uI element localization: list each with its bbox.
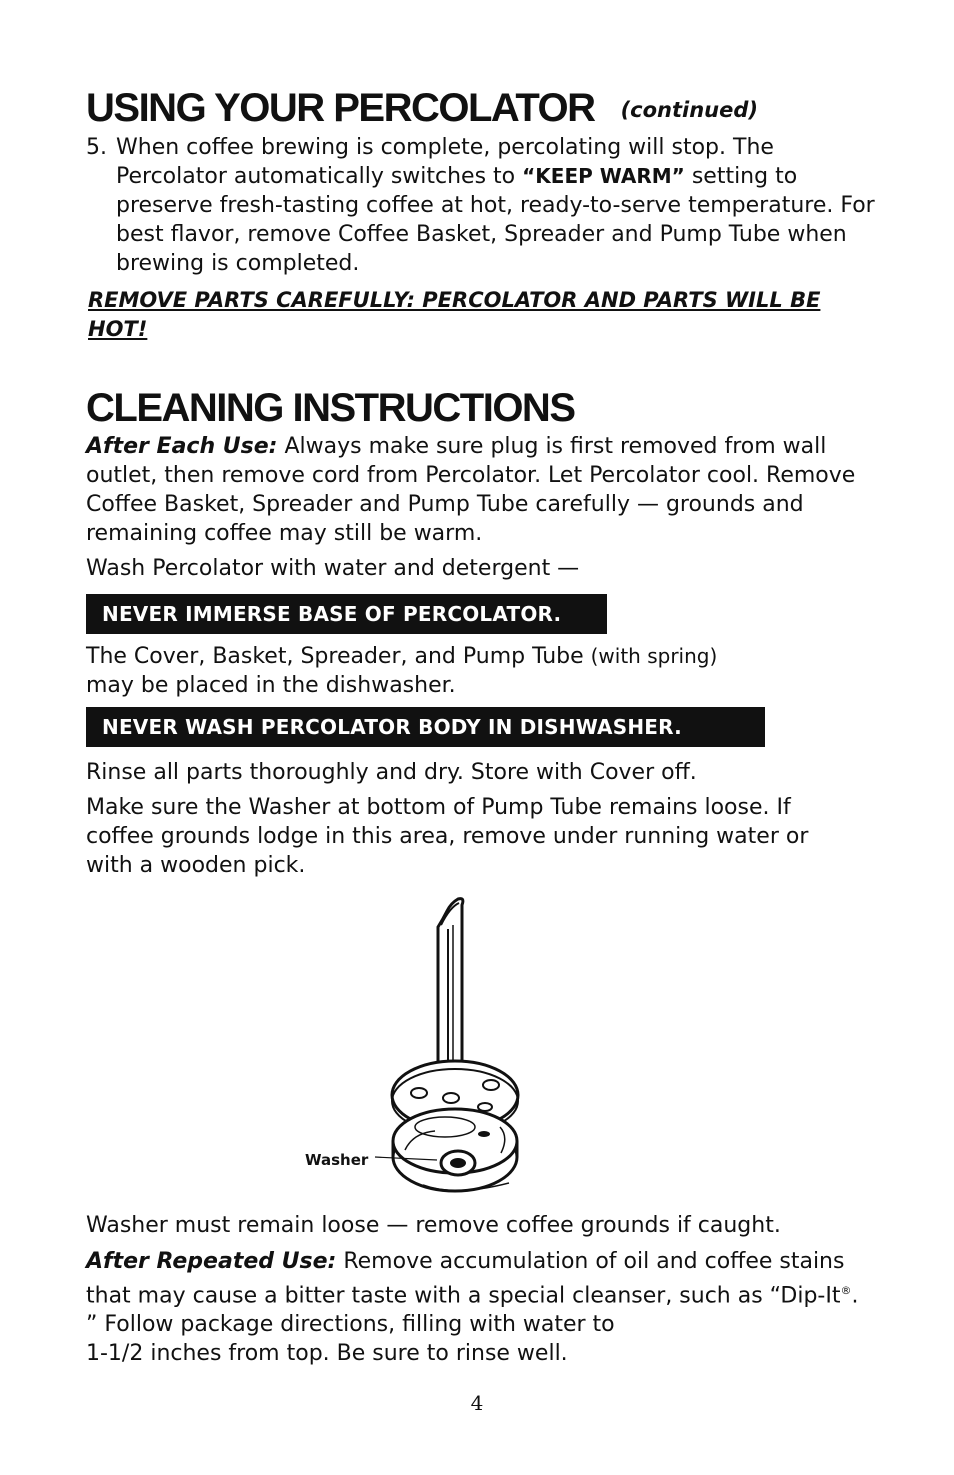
- continued-label: (continued): [620, 98, 758, 122]
- keep-warm-keyword: “KEEP WARM”: [522, 164, 685, 188]
- after-repeated-text-a: Remove accumulation of oil and coffee stains that may cause a bitter taste with a special cleanser, such as “Dip-It: [86, 1249, 845, 1309]
- dishwasher-paren: (with spring): [590, 644, 718, 668]
- after-repeated-use-lead: After Repeated Use:: [86, 1249, 337, 1274]
- hot-parts-warning: REMOVE PARTS CAREFULLY: PERCOLATOR AND PARTS WILL BE HOT!: [88, 288, 821, 341]
- pump-tube-illustration: [295, 895, 555, 1195]
- step-number: 5.: [86, 135, 107, 160]
- step-5: [86, 133, 876, 278]
- after-repeated-use-paragraph: [86, 1247, 876, 1368]
- section-title-text: USING YOUR PERCOLATOR: [86, 86, 595, 130]
- registered-mark: ®: [840, 1284, 852, 1297]
- after-repeated-text-b: . ” Follow package directions, filling with water to: [86, 1283, 859, 1338]
- after-each-use-lead: After Each Use:: [86, 434, 278, 459]
- washer-label: Washer: [305, 1151, 369, 1169]
- dishwasher-safe-paragraph: [86, 642, 786, 700]
- never-dishwasher-warning-bar: NEVER WASH PERCOLATOR BODY IN DISHWASHER.: [86, 707, 765, 747]
- step-text: [116, 133, 876, 278]
- page-number: 4: [470, 1391, 484, 1415]
- after-repeated-text-c: 1-1/2 inches from top. Be sure to rinse well.: [86, 1341, 568, 1367]
- dishwasher-text-a: The Cover, Basket, Spreader, and Pump Tube: [86, 644, 591, 669]
- section-title-cleaning: CLEANING INSTRUCTIONS: [86, 386, 575, 430]
- rinse-instruction: Rinse all parts thoroughly and dry. Store with Cover off.: [86, 760, 697, 785]
- dishwasher-text-b: may be placed in the dishwasher.: [86, 673, 456, 698]
- section-title-using-percolator: [86, 88, 758, 128]
- after-each-use-paragraph: [86, 432, 866, 548]
- washer-loose-note: Washer must remain loose — remove coffee grounds if caught.: [86, 1213, 781, 1238]
- wash-instruction: Wash Percolator with water and detergent —: [86, 556, 580, 581]
- step-text-a: When coffee brewing is complete, percolating will stop. The Percolator automatically switches to: [116, 135, 774, 189]
- never-immerse-warning-bar: NEVER IMMERSE BASE OF PERCOLATOR.: [86, 594, 607, 634]
- step-text-b: setting to preserve fresh-tasting coffee at hot, ready-to-serve temperature. For best flavor, remove Coffee Basket, Spreader and Pump Tube when brewing is completed.: [116, 164, 875, 276]
- after-each-use-text: Always make sure plug is first removed from wall outlet, then remove cord from Percolator. Let Percolator cool. Remove Coffee Basket, Spreader and Pump Tube carefully — grounds and remaining coffee may still be warm.: [86, 434, 856, 546]
- washer-check-paragraph: Make sure the Washer at bottom of Pump Tube remains loose. If coffee grounds lodge in this area, remove under running water or with a wooden pick.: [86, 795, 809, 878]
